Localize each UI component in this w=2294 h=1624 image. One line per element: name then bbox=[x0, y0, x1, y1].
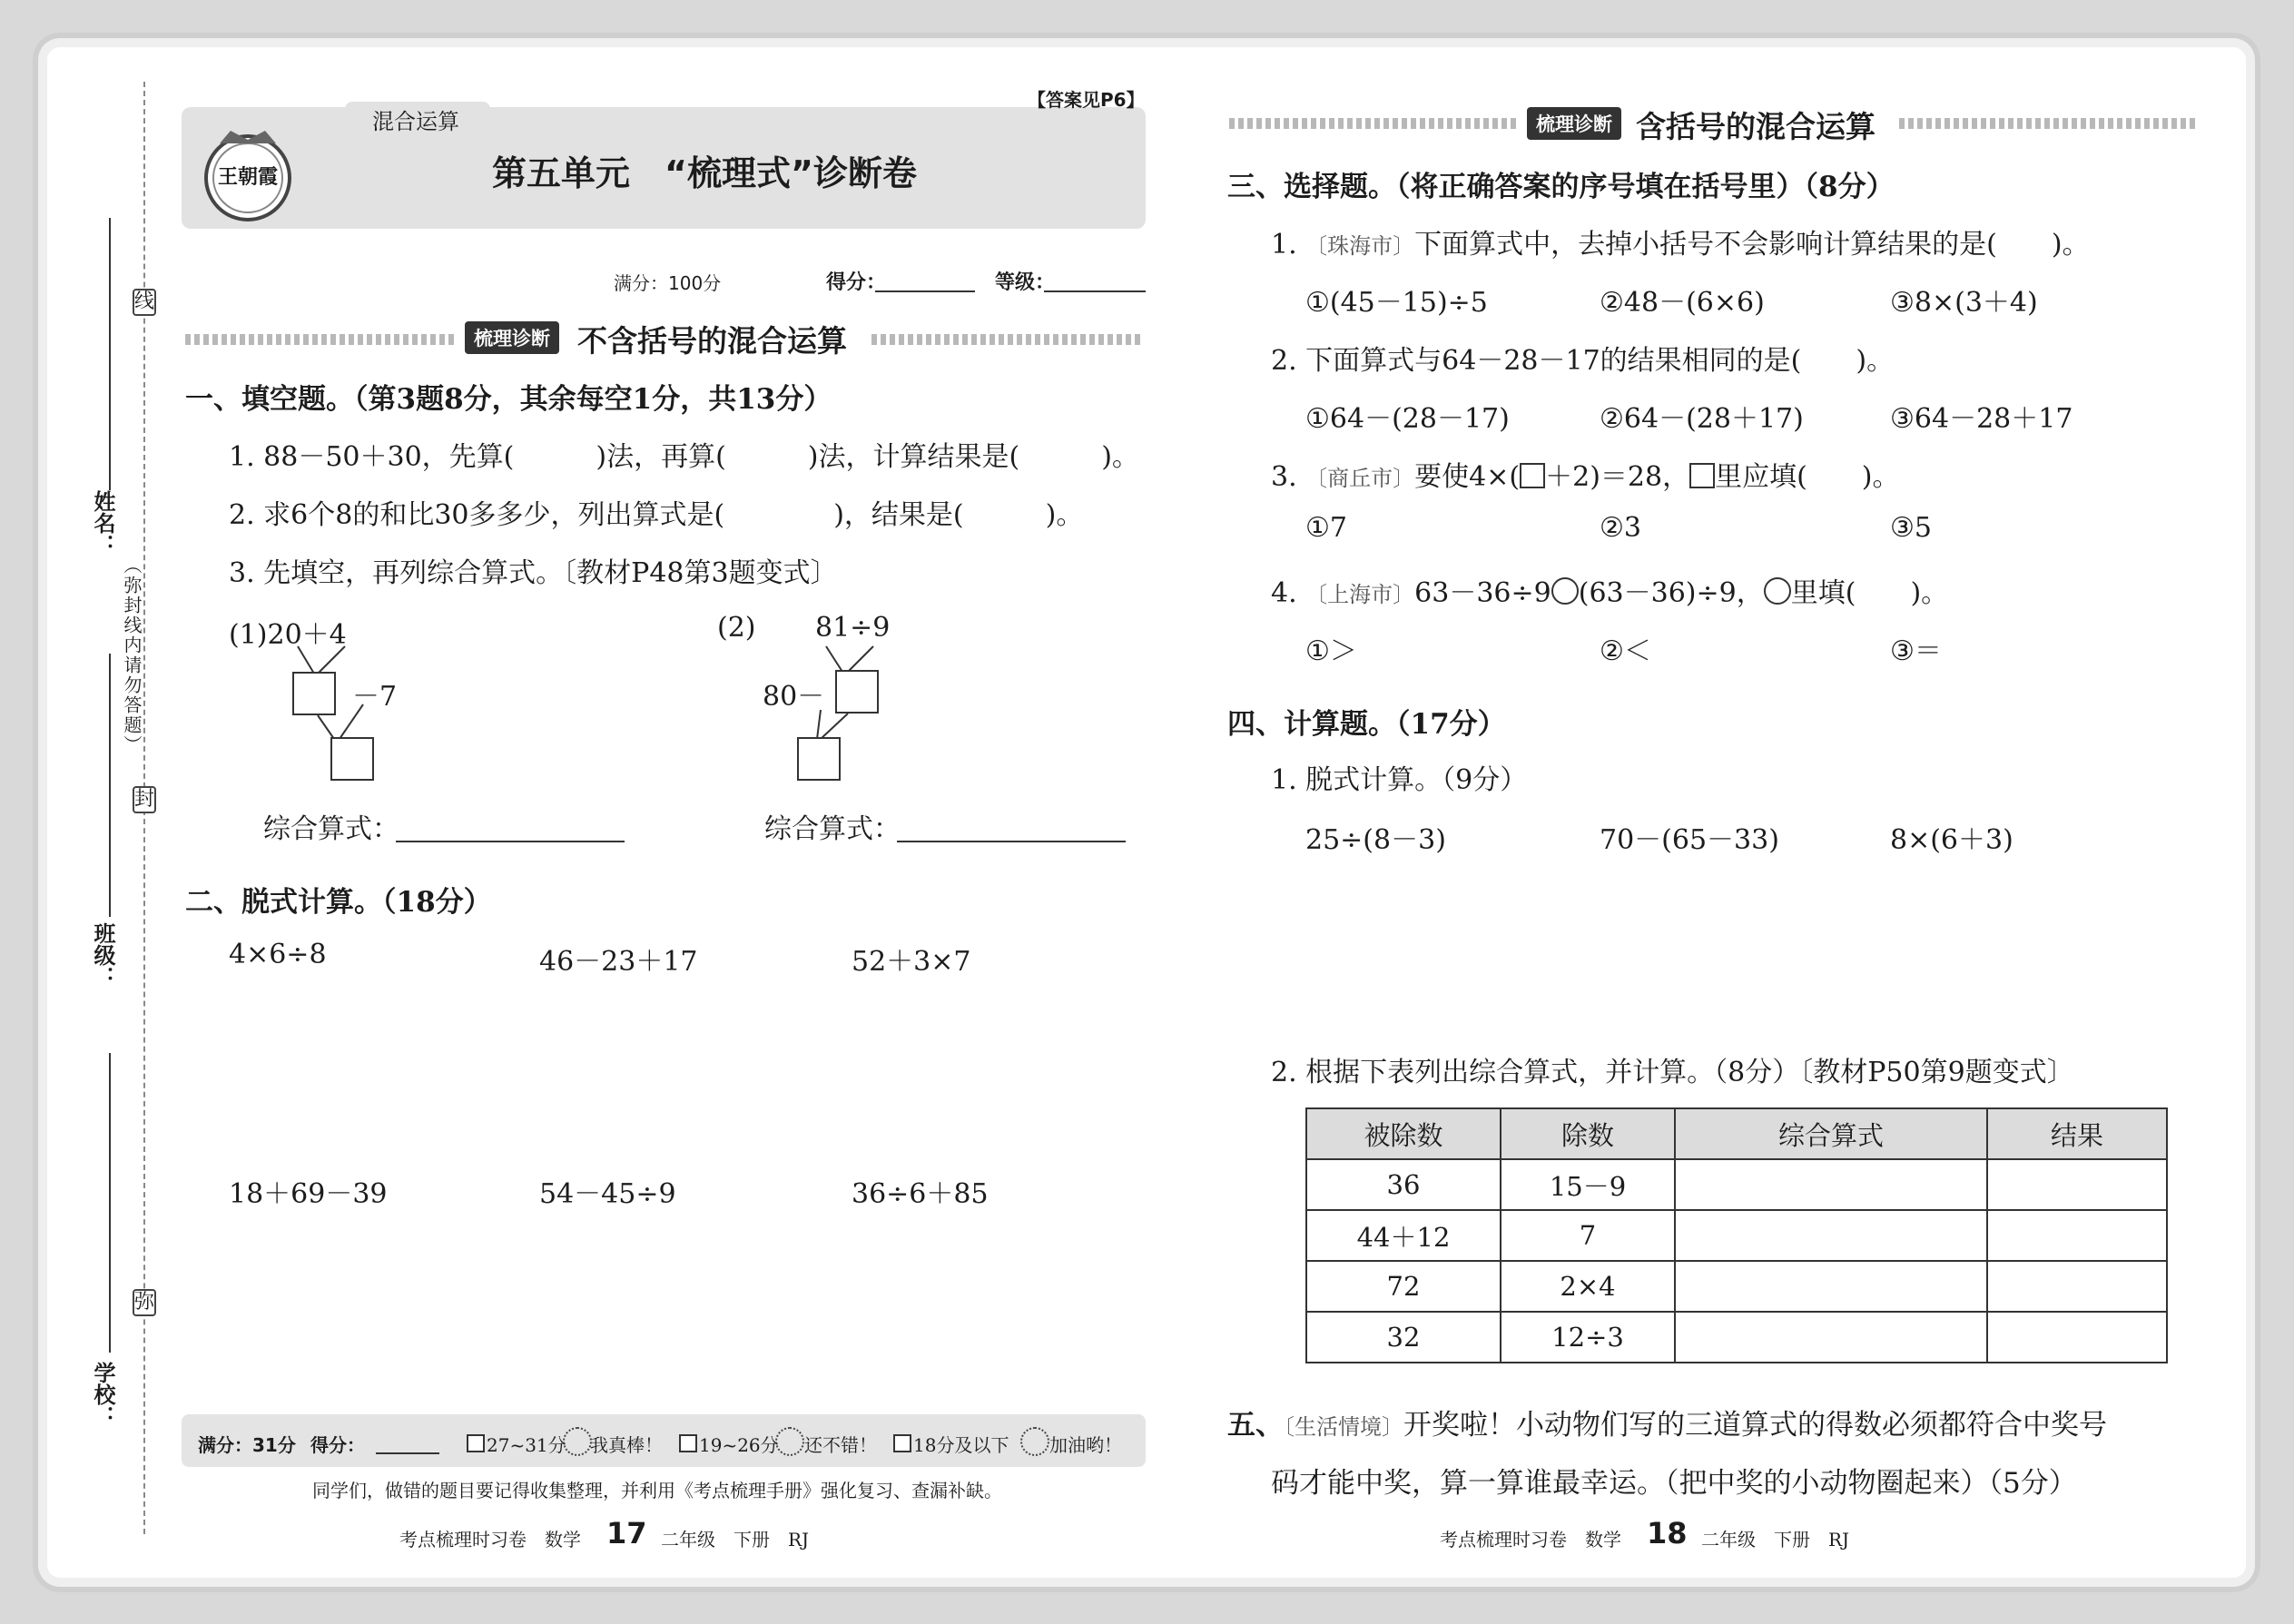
q3-item-1-opt-1: ①(45－15)÷5 bbox=[1305, 287, 1488, 319]
name-blank[interactable] bbox=[109, 218, 111, 490]
class-label: 班级： bbox=[90, 922, 115, 988]
name-label: 姓名： bbox=[90, 490, 115, 556]
q3-heading: 三、选择题。（将正确答案的序号填在括号里）（8分） bbox=[1227, 171, 1895, 203]
table-cell-divisor: 12÷3 bbox=[1501, 1312, 1675, 1363]
table-cell-dividend: 44＋12 bbox=[1306, 1210, 1501, 1261]
table-cell-expression[interactable] bbox=[1675, 1159, 1987, 1210]
footer-full-score: 满分：31分 bbox=[198, 1434, 296, 1456]
q3-item-4: 4. 〔上海市〕63－36÷9 (63－36)÷9， 里填( )。 bbox=[1271, 577, 1949, 609]
q3-item-3-opt-1: ①7 bbox=[1305, 512, 1347, 544]
footer-score-label: 得分： bbox=[310, 1434, 365, 1456]
q3-item-4-text-b: (63－36)÷9， bbox=[1578, 577, 1764, 609]
q3-item-4-opt-3: ③＝ bbox=[1890, 635, 1942, 667]
q5-text-1: 开奖啦！小动物们写的三道算式的得数必须都符合中奖号 bbox=[1403, 1409, 2107, 1442]
table-cell-expression[interactable] bbox=[1675, 1210, 1987, 1261]
diagram-1-minus: －7 bbox=[352, 681, 398, 713]
q3-item-4-opt-2: ②＜ bbox=[1600, 635, 1651, 667]
school-label: 学校： bbox=[90, 1362, 115, 1427]
division-table bbox=[1305, 1107, 2168, 1363]
blank-square-icon bbox=[1689, 463, 1715, 488]
table-cell-result[interactable] bbox=[1987, 1312, 2167, 1363]
table-cell-expression[interactable] bbox=[1675, 1261, 1987, 1312]
q3-item-2-opt-2: ②64－(28＋17) bbox=[1600, 403, 1804, 435]
rating-range-1: 27~31分 bbox=[487, 1434, 566, 1456]
diagram-1-box-bottom[interactable] bbox=[330, 737, 374, 781]
diagram-2-label: (2) bbox=[717, 612, 756, 644]
grade-label: 等级： bbox=[995, 271, 1056, 294]
q3-item-4-opt-1: ①＞ bbox=[1305, 635, 1357, 667]
grade-blank[interactable] bbox=[1044, 290, 1146, 292]
right-page-grade: 二年级 下册 RJ bbox=[1701, 1529, 1850, 1550]
q3-item-3: 3. 〔商丘市〕要使4×( ＋2)＝28， 里应填( )。 bbox=[1271, 461, 1900, 493]
table-row bbox=[1306, 1210, 2167, 1261]
combined-label-1: 综合算式： bbox=[263, 813, 399, 845]
section-b-tag: 梳理诊断 bbox=[1527, 107, 1621, 140]
q1-item-3: 3. 先填空，再列综合算式。〔教材P48第3题变式〕 bbox=[229, 557, 838, 589]
rating-range-3: 18分及以下 bbox=[913, 1434, 1009, 1456]
cheer-face-icon bbox=[1020, 1427, 1049, 1456]
q3-item-1: 1. 〔珠海市〕下面算式中，去掉小括号不会影响计算结果的是( )。 bbox=[1271, 229, 2090, 261]
rating-checkbox-2[interactable] bbox=[679, 1434, 697, 1452]
q3-item-3-source: 〔商丘市〕 bbox=[1305, 466, 1415, 491]
table-cell-divisor: 7 bbox=[1501, 1210, 1675, 1261]
q3-item-3-text-a: 要使4×( bbox=[1414, 461, 1521, 493]
q3-item-2-opt-3: ③64－28＋17 bbox=[1890, 403, 2073, 435]
table-header-row bbox=[1306, 1108, 2167, 1159]
q2-expr-4: 18＋69－39 bbox=[229, 1178, 388, 1210]
section-b-bar-right bbox=[1899, 118, 2199, 129]
left-page-grade: 二年级 下册 RJ bbox=[661, 1529, 810, 1550]
brand-logo bbox=[194, 127, 301, 225]
left-page-series: 考点梳理时习卷 数学 bbox=[399, 1529, 581, 1550]
binding-mark-close: 弥 bbox=[133, 1289, 156, 1316]
topic-label: 混合运算 bbox=[372, 109, 459, 134]
q2-expr-2: 46－23＋17 bbox=[539, 946, 698, 978]
star-face-icon bbox=[563, 1427, 592, 1456]
class-blank[interactable] bbox=[109, 654, 111, 917]
q2-heading: 二、脱式计算。（18分） bbox=[185, 886, 492, 919]
q3-item-1-text: 下面算式中，去掉小括号不会影响计算结果的是( )。 bbox=[1414, 229, 2090, 261]
q3-item-1-opt-2: ②48－(6×6) bbox=[1600, 287, 1765, 319]
table-cell-dividend: 72 bbox=[1306, 1261, 1501, 1312]
q5-line-1 bbox=[1227, 1402, 2107, 1442]
q3-item-3-opt-2: ②3 bbox=[1600, 512, 1641, 544]
q2-expr-3: 52＋3×7 bbox=[852, 946, 971, 978]
table-header-result: 结果 bbox=[1987, 1108, 2167, 1159]
q3-item-3-text-c: 里应填( )。 bbox=[1715, 461, 1900, 493]
section-b-bar-left bbox=[1229, 118, 1518, 129]
rating-range-2: 19~26分 bbox=[699, 1434, 779, 1456]
q3-item-2: 2. 下面算式与64－28－17的结果相同的是( )。 bbox=[1271, 345, 1895, 377]
q2-expr-1: 4×6÷8 bbox=[229, 939, 327, 970]
diagram-1-expr: (1)20＋4 bbox=[229, 619, 347, 651]
diagram-1-box-top[interactable] bbox=[292, 672, 336, 715]
section-a-bar-left bbox=[185, 334, 458, 345]
diagram-2-box-bottom[interactable] bbox=[797, 737, 841, 781]
table-row bbox=[1306, 1159, 2167, 1210]
combined-label-2: 综合算式： bbox=[764, 813, 901, 845]
q3-item-4-text-c: 里填( )。 bbox=[1790, 577, 1949, 609]
q3-item-4-source: 〔上海市〕 bbox=[1305, 582, 1415, 607]
full-score: 满分：100分 bbox=[614, 272, 722, 294]
table-cell-dividend: 32 bbox=[1306, 1312, 1501, 1363]
binding-mark-seal: 封 bbox=[133, 786, 156, 813]
score-label: 得分： bbox=[826, 271, 887, 294]
q2-expr-5: 54－45÷9 bbox=[539, 1178, 676, 1210]
q3-item-1-opt-3: ③8×(3＋4) bbox=[1890, 287, 2038, 319]
rating-checkbox-3[interactable] bbox=[893, 1434, 911, 1452]
section-a-tag: 梳理诊断 bbox=[465, 321, 559, 354]
table-row bbox=[1306, 1312, 2167, 1363]
section-b-title: 含括号的混合运算 bbox=[1636, 109, 1876, 144]
q4-expr-3: 8×(6＋3) bbox=[1890, 824, 2013, 856]
q5-prefix: 五、 bbox=[1227, 1409, 1284, 1442]
q1-item-1: 1. 88－50＋30，先算( )法，再算( )法，计算结果是( )。 bbox=[229, 441, 1139, 473]
table-row bbox=[1306, 1261, 2167, 1312]
review-reminder: 同学们，做错的题目要记得收集整理，并利用《考点梳理手册》强化复习、查漏补缺。 bbox=[312, 1480, 1002, 1501]
score-blank[interactable] bbox=[875, 290, 975, 292]
q3-item-3-opt-3: ③5 bbox=[1890, 512, 1932, 544]
table-cell-result[interactable] bbox=[1987, 1159, 2167, 1210]
right-page-series: 考点梳理时习卷 数学 bbox=[1440, 1529, 1621, 1550]
table-header-dividend: 被除数 bbox=[1306, 1108, 1501, 1159]
q1-item-2: 2. 求6个8的和比30多多少，列出算式是( )，结果是( )。 bbox=[229, 499, 1084, 531]
school-blank[interactable] bbox=[109, 1053, 111, 1353]
combined-blank-2[interactable] bbox=[897, 841, 1126, 842]
no-answer-notice: （弥封线内请勿答题） bbox=[121, 556, 143, 755]
q3-item-4-text-a: 63－36÷9 bbox=[1414, 577, 1551, 609]
rating-msg-1: 我真棒！ bbox=[590, 1434, 663, 1456]
table-header-divisor: 除数 bbox=[1501, 1108, 1675, 1159]
rating-msg-2: 还不错！ bbox=[804, 1434, 877, 1456]
left-page-number: 17 bbox=[606, 1516, 647, 1550]
right-page-number: 18 bbox=[1647, 1516, 1688, 1550]
binding-mark-line: 线 bbox=[133, 289, 156, 316]
diagram-2-box-top[interactable] bbox=[835, 670, 879, 714]
diagram-2-expr: 81÷9 bbox=[815, 612, 891, 644]
smile-face-icon bbox=[775, 1427, 804, 1456]
q4-expr-1: 25÷(8－3) bbox=[1305, 824, 1446, 856]
section-a-bar-right bbox=[871, 334, 1144, 345]
table-cell-result[interactable] bbox=[1987, 1210, 2167, 1261]
combined-blank-1[interactable] bbox=[396, 841, 625, 842]
q3-item-1-source: 〔珠海市〕 bbox=[1305, 233, 1415, 259]
q4-heading: 四、计算题。（17分） bbox=[1227, 708, 1506, 741]
table-cell-expression[interactable] bbox=[1675, 1312, 1987, 1363]
q4-expr-2: 70－(65－33) bbox=[1600, 824, 1779, 856]
paper-title: 第五单元 “梳理式”诊断卷 bbox=[492, 153, 917, 193]
table-cell-dividend: 36 bbox=[1306, 1159, 1501, 1210]
q1-heading: 一、填空题。（第3题8分，其余每空1分，共13分） bbox=[185, 383, 832, 416]
rating-msg-3: 加油哟！ bbox=[1049, 1434, 1122, 1456]
blank-circle-icon bbox=[1764, 577, 1791, 605]
table-cell-result[interactable] bbox=[1987, 1261, 2167, 1312]
blank-square-icon bbox=[1520, 463, 1545, 488]
brand-name: 王朝霞 bbox=[217, 165, 278, 189]
answer-ref: 【答案见P6】 bbox=[1028, 89, 1145, 111]
q4-sub-2: 2. 根据下表列出综合算式，并计算。（8分）〔教材P50第9题变式〕 bbox=[1271, 1057, 2074, 1088]
q2-expr-6: 36÷6＋85 bbox=[852, 1178, 989, 1210]
table-cell-divisor: 15－9 bbox=[1501, 1159, 1675, 1210]
footer-score-blank[interactable] bbox=[376, 1452, 439, 1454]
q3-item-2-opt-1: ①64－(28－17) bbox=[1305, 403, 1510, 435]
blank-circle-icon bbox=[1551, 577, 1579, 605]
rating-checkbox-1[interactable] bbox=[467, 1434, 485, 1452]
section-a-title: 不含括号的混合运算 bbox=[577, 323, 847, 359]
diagram-2-left: 80－ bbox=[763, 681, 825, 713]
q3-item-3-text-b: ＋2)＝28， bbox=[1545, 461, 1690, 493]
table-header-expression: 综合算式 bbox=[1675, 1108, 1987, 1159]
q4-sub-1: 1. 脱式计算。（9分） bbox=[1271, 764, 1528, 796]
q5-source: 〔生活情境〕 bbox=[1284, 1414, 1403, 1440]
q5-line-2: 码才能中奖，算一算谁最幸运。（把中奖的小动物圈起来）（5分） bbox=[1271, 1467, 2077, 1500]
table-cell-divisor: 2×4 bbox=[1501, 1261, 1675, 1312]
